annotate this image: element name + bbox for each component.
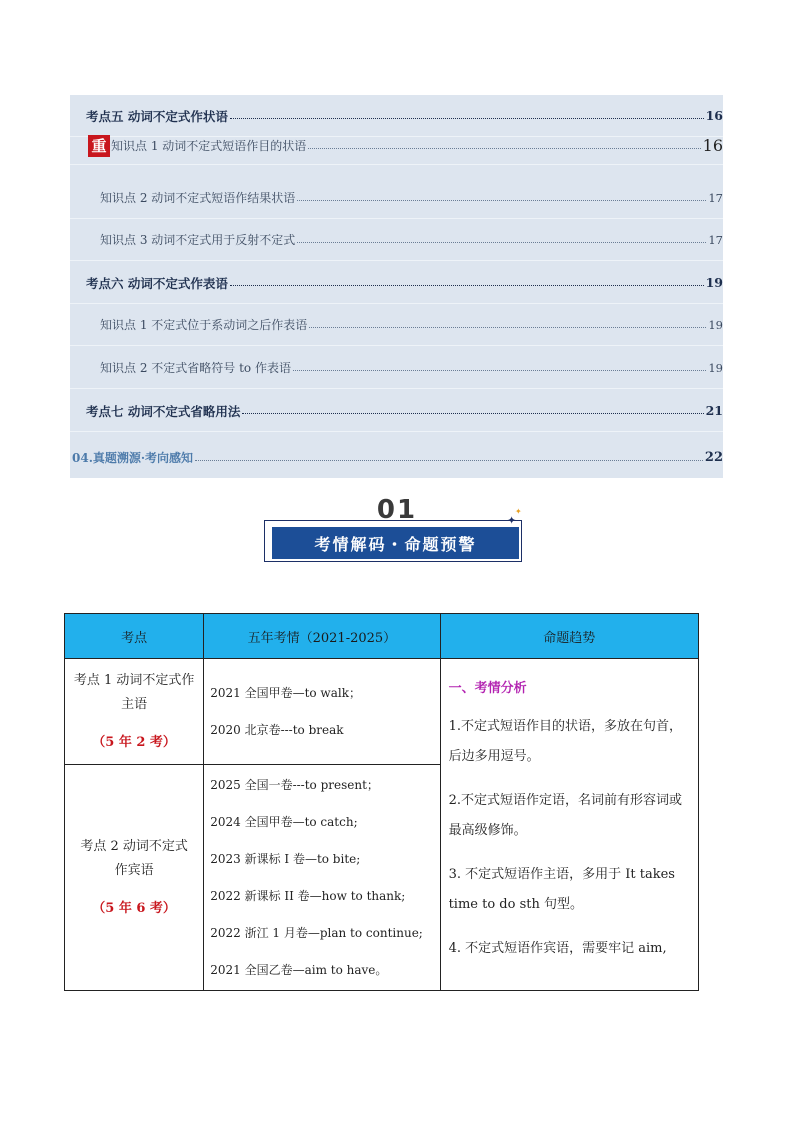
toc-page: 16 [705,108,723,123]
toc-leader [242,413,703,414]
toc-leader [230,118,704,119]
toc-page: 22 [704,449,723,465]
trend-heading: 一、考情分析 [448,681,527,696]
toc-page: 17 [708,190,723,205]
toc-label: 知识点 2 不定式省略符号 to 作表语 [100,361,291,375]
toc-entry[interactable] [70,219,723,261]
header-five-year: 五年考情（2021-2025） [204,614,440,659]
header-trend: 命题趋势 [440,614,698,659]
topic-line: 考点 1 动词不定式作 [73,672,195,688]
exam-entry: 2021 全国甲卷—to walk； [210,685,361,700]
toc-page: 17 [708,232,723,247]
toc-leader [297,200,706,201]
toc-entry[interactable] [70,304,723,346]
header-topic: 考点 [65,614,204,659]
exam-entry: 2021 全国乙卷—aim to have。 [210,962,388,977]
toc-leader [230,285,704,286]
toc-label: 04.真题溯源·考向感知 [72,450,194,465]
trend-cell [440,659,698,991]
exam-entry: 2025 全国一卷---to present； [210,777,379,792]
toc-label: 考点六 动词不定式作表语 [86,275,228,291]
toc-label: 知识点 2 动词不定式短语作结果状语 [100,191,296,205]
toc-page: 19 [708,360,723,375]
toc-page: 16 [702,136,723,155]
sparkle-icon: ✦ [515,507,522,516]
frequency-label: （5 年 6 考） [92,900,176,916]
exam-entry: 2024 全国甲卷—to catch; [210,814,358,829]
exam-entry: 2022 浙江 1 月卷—plan to continue; [210,925,423,940]
exam-cell [204,659,440,765]
topic-cell [65,659,204,765]
key-point-badge: 重 [88,135,110,157]
toc-leader [293,370,706,371]
table-of-contents [70,95,723,478]
toc-label: 知识点 1 不定式位于系动词之后作表语 [100,318,308,332]
trend-item: 2.不定式短语作定语，名词前有形容词或最高级修饰。 [448,793,682,838]
toc-entry[interactable] [70,347,723,389]
toc-leader [308,148,700,149]
exam-entry: 2020 北京卷---to break [210,722,344,737]
topic-cell [65,765,204,991]
toc-label: 知识点 1 动词不定式短语作目的状语 [111,139,307,153]
section-title: 考情解码・命题预警 [272,527,519,559]
trend-item: 4. 不定式短语作宾语，需要牢记 aim, [448,941,667,956]
topic-line: 主语 [121,696,148,712]
toc-entry[interactable] [70,390,723,432]
topic-line: 考点 2 动词不定式 [80,838,188,854]
toc-label: 考点七 动词不定式省略用法 [86,403,241,419]
toc-entry[interactable] [70,262,723,304]
exam-entry: 2023 新课标 I 卷—to bite; [210,851,361,866]
trend-item: 1.不定式短语作目的状语，多放在句首，后边多用逗号。 [448,719,682,764]
toc-page: 21 [705,403,723,418]
toc-label: 考点五 动词不定式作状语 [86,108,228,124]
toc-leader [309,327,706,328]
toc-page: 19 [705,275,723,290]
topic-line: 作宾语 [114,862,154,878]
sparkle-icon: ✦ [507,514,517,527]
toc-leader [195,460,703,461]
table-row [65,659,699,765]
exam-analysis-table [64,613,699,991]
exam-entry: 2022 新课标 II 卷—how to thank; [210,888,406,903]
toc-page: 19 [708,317,723,332]
section-number: 01 [376,495,418,525]
toc-entry[interactable] [70,127,723,165]
frequency-label: （5 年 2 考） [92,734,176,750]
toc-entry[interactable] [70,436,723,478]
toc-leader [297,242,706,243]
trend-item: 3. 不定式短语作主语，多用于 It takes time to do sth 句型。 [448,867,675,912]
toc-entry[interactable] [70,177,723,219]
exam-cell [204,765,440,991]
toc-label: 知识点 3 动词不定式用于反射不定式 [100,233,296,247]
table-header-row [65,614,699,659]
